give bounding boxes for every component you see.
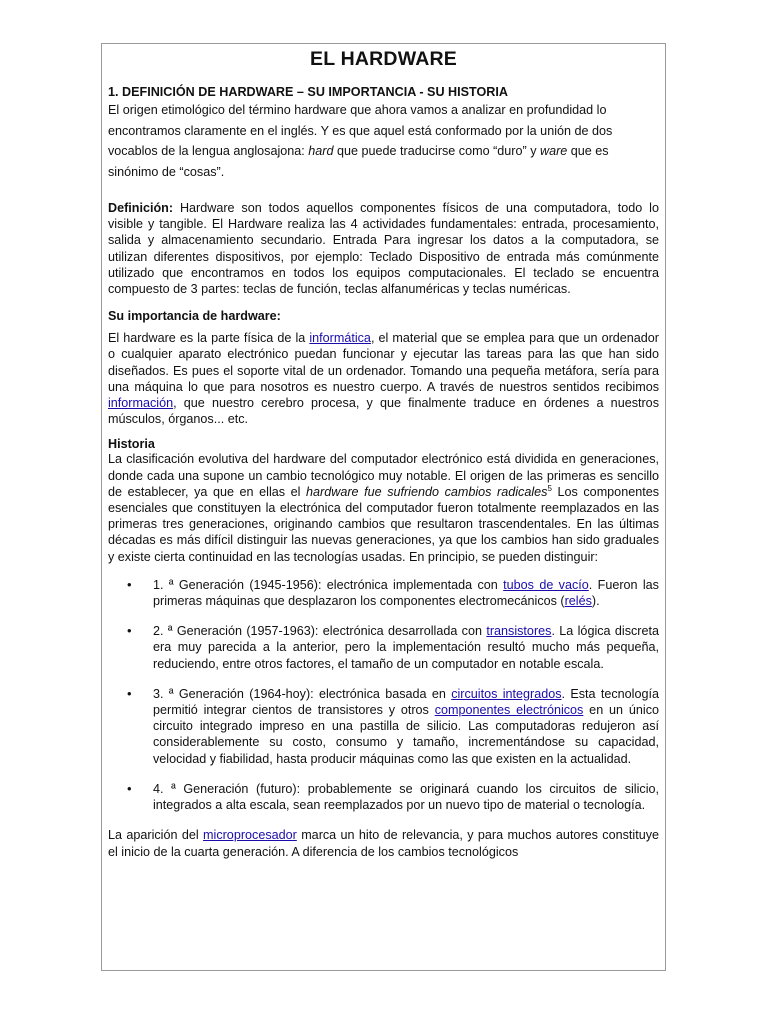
intro-text-1: El origen etimológico del término hardware que ahora vamos a analizar en profundidad lo encontramos claramente en el inglés. Y es que aquel está conformado por la unión de dos vocablos de la lengua anglosajona: [108, 103, 613, 158]
bullet: • [127, 576, 132, 592]
definition-label: Definición: [108, 201, 174, 215]
importance-paragraph [108, 330, 659, 427]
list-item [108, 781, 659, 813]
importance-text-3: , que nuestro cerebro procesa, y que finalmente traduce en órdenes a nuestros músculos, órganos... etc. [108, 396, 659, 427]
link-reles[interactable]: relés [564, 594, 592, 609]
importance-text-2: , el material que se emplea para que un ordenador o cualquier aparato electrónico puedan funcionar y ejecutar las tareas para las que han sido diseñados. Es pues el soporte vital de un ordenador. Tomando una pequeña metáfora, sería para una máquina lo que para nosotros es nuestro cuerpo. A través de nuestros sentidos recibimos [108, 331, 659, 394]
definition-text: Hardware son todos aquellos componentes físicos de una computadora, todo lo visible y tangible. El Hardware realiza las 4 actividades fundamentales: entrada, procesamiento, salida y almacenamiento secundario. Entrada Para ingresar los datos a la computadora, se utilizan diferentes dispositivos, por ejemplo: Teclado Dispositivo de entrada más comúnmente utilizado que encontramos en todos los equipos computacionales. El teclado se encuentra compuesto de 3 partes: teclas de función, teclas alfanuméricas y teclas numéricas. [108, 201, 659, 297]
intro-paragraph [108, 100, 659, 182]
bullet: • [127, 685, 132, 701]
document-page [101, 43, 666, 971]
link-informatica[interactable]: informática [309, 331, 371, 346]
link-componentes-electronicos[interactable]: componentes electrónicos [434, 703, 584, 718]
history-text-2: Los componentes esenciales que constituyen la electrónica del computador fueron totalmente reemplazados en las primeras tres generaciones, originando cambios que resultaron trascendentales. En las últimas décadas es más difícil distinguir las nuevas generaciones, ya que los cambios han sido graduales y existe cierta continuidad en las tecnologías usadas. En principio, se pueden distinguir: [108, 484, 660, 564]
closing-text-2: marca un hito de relevancia, y para muchos autores constituye el inicio de la cuarta generación. A diferencia de los cambios tecnológicos [108, 828, 660, 859]
list-item [108, 577, 659, 609]
intro-text-3: que es sinónimo de “cosas”. [108, 144, 609, 179]
link-circuitos-integrados[interactable]: circuitos integrados [451, 686, 562, 701]
bullet: • [127, 780, 132, 796]
gen3-text-1: 3. ª Generación (1964-hoy): electrónica basada en [153, 686, 452, 701]
gen2-text-1: 2. ª Generación (1957-1963): electrónica desarrollada con [153, 624, 487, 639]
gen3-text-2: . Esta tecnología permitió integrar cientos de transistores y otros [153, 686, 659, 718]
closing-text-1: La aparición del [108, 828, 204, 843]
intro-text-2: que puede traducirse como “duro” y [333, 144, 540, 158]
link-transistores[interactable]: transistores [486, 624, 552, 639]
link-microprocesador[interactable]: microprocesador [203, 828, 297, 843]
history-heading: Historia [108, 437, 155, 452]
gen3-text-3: en un único circuito integrado impreso en una pastilla de silicio. Las computadoras redujeron así considerablemente su costo, consumo y tamaño, incrementándose su capacidad, velocidad y fiabilidad, hasta producir máquinas como las que existen en la actualidad. [153, 703, 659, 766]
importance-text-1: El hardware es la parte física de la [108, 331, 310, 346]
list-item [108, 686, 659, 767]
intro-term-ware: ware [540, 144, 568, 158]
definition-paragraph [108, 200, 659, 297]
history-italic: hardware fue sufriendo cambios radicales [306, 484, 548, 499]
link-tubos-de-vacio[interactable]: tubos de vacío [503, 577, 589, 592]
section-heading: 1. DEFINICIÓN DE HARDWARE – SU IMPORTANCIA - SU HISTORIA [108, 85, 508, 99]
generations-list [108, 577, 659, 813]
importance-heading: Su importancia de hardware: [108, 309, 281, 324]
gen1-text-2: . Fueron las primeras máquinas que desplazaron los componentes electromecánicos ( [153, 577, 659, 609]
document-title: EL HARDWARE [309, 48, 457, 70]
intro-term-hard: hard [308, 144, 334, 158]
history-text-1: La clasificación evolutiva del hardware del computador electrónico está dividida en generaciones, donde cada una supone un cambio tecnológico muy notable. El origen de las primeras es sencillo de establecer, ya que en ellas el [108, 452, 659, 499]
gen1-text-3: ). [591, 594, 600, 609]
list-item [108, 623, 659, 672]
gen4-text-1: 4. ª Generación (futuro): probablemente se originará cuando los circuitos de silicio, integrados a alta escala, sean reemplazados por un nuevo tipo de material o tecnología. [153, 781, 659, 813]
closing-paragraph [108, 827, 659, 859]
link-informacion[interactable]: información [108, 396, 174, 411]
history-paragraph [108, 451, 659, 564]
footnote-ref[interactable]: 5 [547, 483, 552, 493]
gen2-text-2: . La lógica discreta era muy parecida a la anterior, pero la implementación resultó mucho más pequeña, reduciendo, entre otros factores, el tamaño de un computador en notable escala. [153, 624, 659, 671]
gen1-text-1: 1. ª Generación (1945-1956): electrónica implementada con [153, 577, 504, 592]
bullet: • [127, 623, 132, 639]
